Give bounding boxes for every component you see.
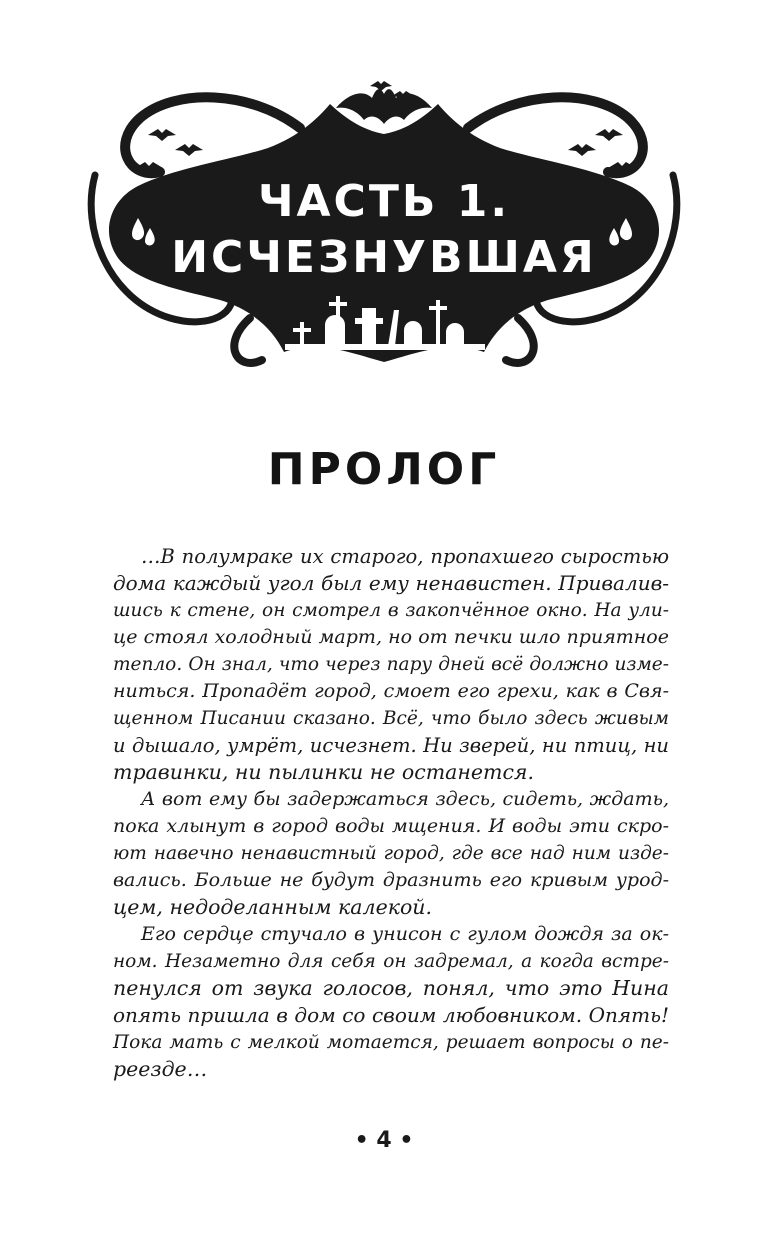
text-line: Пока мать с мелкой мотается, решает вопросы о пе- [113, 1032, 669, 1053]
text-line: ют навечно ненавистный город, где все над ним изде- [113, 843, 669, 864]
page-number: • 4 • [354, 1128, 414, 1153]
part-title-line1: ЧАСТЬ 1. [257, 176, 511, 227]
text-line: щенном Писании сказано. Всё, что было здесь живым [113, 708, 669, 729]
part-title-line2: ИСЧЕЗНУВШАЯ [171, 232, 597, 283]
text-line: пока хлынут в город воды мщения. И воды эти скро- [113, 815, 669, 837]
body-text [113, 543, 669, 1083]
text-line: пенулся от звука голосов, понял, что это Нина [113, 976, 669, 1000]
bat-icon [336, 89, 432, 124]
chapter-heading: ПРОЛОГ [267, 444, 501, 495]
text-line: опять пришла в дом со своим любовником. Опять! [113, 1003, 669, 1027]
text-line: цем, недоделанным калекой. [113, 895, 433, 919]
right-bottom-curl [506, 318, 534, 363]
left-bottom-curl [234, 318, 262, 363]
text-line: ном. Незаметно для себя он задремал, а когда встре- [113, 951, 669, 972]
text-line: вались. Больше не будут дразнить его кривым урод- [113, 869, 669, 891]
text-line: и дышало, умрёт, исчезнет. Ни зверей, ни птиц, ни [113, 734, 669, 757]
text-line: це стоял холодный март, но от печки шло приятное [113, 626, 669, 648]
text-line: ниться. Пропадёт город, смоет его грехи, как в Свя- [113, 680, 669, 702]
text-line: тепло. Он знал, что через пару дней всё должно изме- [113, 654, 669, 675]
text-line: дома каждый угол был ему ненавистен. Привалив- [113, 571, 669, 595]
text-line: травинки, ни пылинки не останется. [113, 760, 535, 784]
text-line: шись к стене, он смотрел в закопчённое окно. На ули- [113, 600, 669, 621]
text-line: А вот ему бы задержаться здесь, сидеть, ждать, [141, 788, 669, 810]
text-line: …В полумраке их старого, пропахшего сыростью [141, 545, 669, 568]
text-line: Его сердце стучало в унисон с гулом дождя за ок- [141, 923, 669, 945]
text-line: реезде… [113, 1057, 208, 1081]
